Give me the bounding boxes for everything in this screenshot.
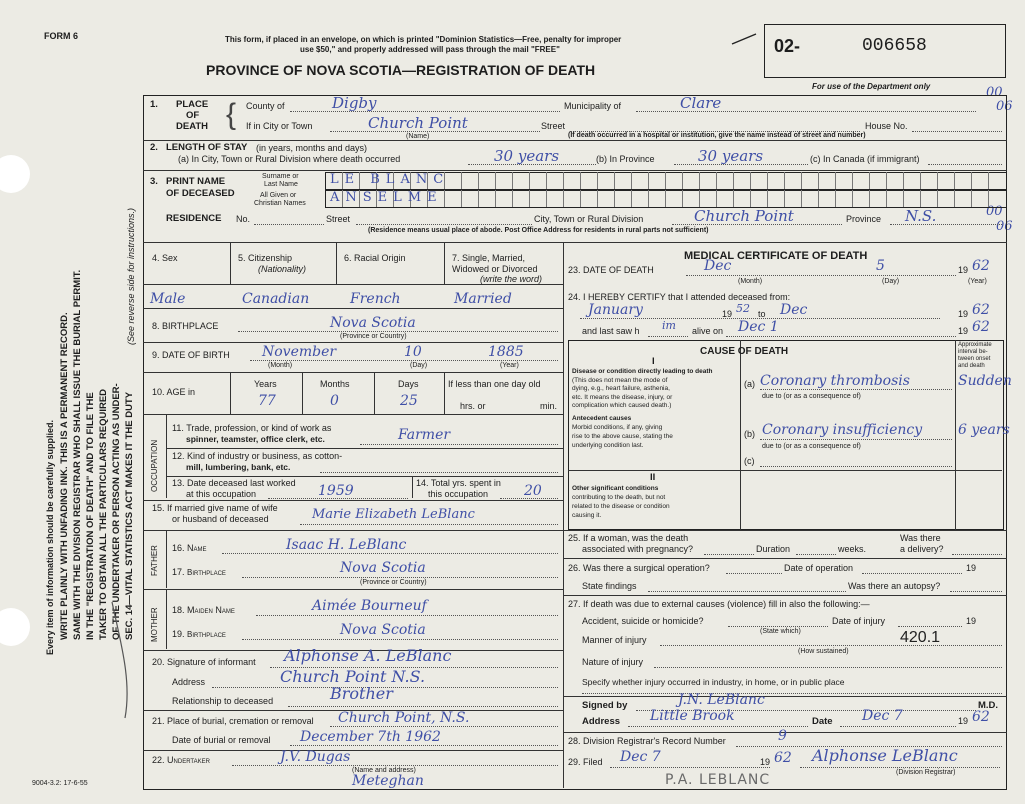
pencil-stroke [110,600,140,720]
cause-b-value: Coronary insufficiency [762,422,923,438]
letterbox-divider [818,172,819,189]
letterbox-divider [563,190,564,207]
undertaker-value: J.V. Dugas [280,749,351,765]
surname-value: LE BLANC [330,172,450,187]
letterbox-divider [835,190,836,207]
form-number: FORM 6 [44,31,79,41]
letterbox-divider [512,172,513,189]
mother-birthplace-value: Nova Scotia [340,622,426,638]
length-city-value: 30 years [494,147,560,165]
birthplace-label: BIRTHPLACE [162,321,219,331]
other-conditions-note: Other significant conditions contributing to the death, but not related to the disease or condition causing it. [572,485,670,519]
total-years-value: 20 [524,483,542,499]
letterbox-divider [988,190,989,207]
letterbox-divider [784,190,785,207]
letterbox-divider [716,190,717,207]
informant-address-value: Church Point N.S. [280,667,426,686]
age-months-value: 0 [330,393,339,409]
father-birthplace-value: Nova Scotia [340,560,426,576]
letterbox-divider [971,190,972,207]
letterbox-divider [869,190,870,207]
residence-city-value: Church Point [694,207,794,225]
form-title: PROVINCE OF NOVA SCOTIA—REGISTRATION OF DEATH [206,62,596,78]
letterbox-divider [580,172,581,189]
side-instructions: WRITE PLAINLY WITH UNFADING INK. THIS IS A PERMANENT RECORD. SAME WITH THE DIVISION REGISTRAR WHO SHALL ISSUE THE BURIAL PERMIT. IN THE "REGISTRATION OF DEATH" AND TO FILE THE TAKER TO OBTAIN ALL THE PARTICULARS REQUIRED OF THE UNDERTAKER OR PERSON ACTING AS UNDER- SEC. 14—VITAL STATISTICS ACT MAKES IT THE DUTY [59,269,135,640]
reg-number: 006658 [862,36,927,56]
letterbox-divider [478,190,479,207]
antecedent-note: Antecedent causes Morbid conditions, if any, giving rise to the above cause, stating the underlying condition last. [572,415,673,449]
letterbox-divider [971,172,972,189]
letterbox-divider [682,190,683,207]
letterbox-divider [597,190,598,207]
letterbox-divider [478,172,479,189]
filed-year-value: 62 [774,750,792,766]
city-town-value: Church Point [368,114,468,132]
letterbox-divider [512,190,513,207]
letterbox-divider [682,172,683,189]
letterbox-divider [563,172,564,189]
letterbox-divider [716,172,717,189]
letterbox-divider [954,172,955,189]
filed-date-value: Dec 7 [620,749,661,765]
residence-province-value: N.S. [905,207,937,225]
letterbox-divider [733,190,734,207]
injury-code-value: 420.1 [900,629,941,646]
letterbox-divider [444,190,445,207]
signed-address-value: Little Brook [650,708,735,724]
letterbox-divider [937,190,938,207]
letterbox-divider [597,172,598,189]
age-years-value: 77 [258,393,276,409]
interval-b-value: 6 years [958,422,1010,438]
letterbox-divider [767,190,768,207]
signed-date-value: Dec 7 [862,708,903,724]
letterbox-divider [631,172,632,189]
date-last-worked-value: 1959 [318,483,354,499]
letterbox-divider [546,190,547,207]
burial-place-value: Church Point, N.S. [338,710,470,726]
letterbox-divider [699,172,700,189]
death-day-value: 5 [876,258,885,274]
dept-use-label: For use of the Department only [812,82,931,91]
letterbox-divider [750,172,751,189]
cause-a-value: Coronary thrombosis [760,373,910,389]
mother-maiden-value: Aimée Bourneuf [312,598,427,614]
last-saw-value: im [662,319,676,332]
informant-value: Alphonse A. LeBlanc [284,646,452,665]
letterbox-divider [614,190,615,207]
letterbox-divider [784,172,785,189]
letterbox-divider [648,172,649,189]
punch-hole-top [0,155,30,193]
letterbox-divider [495,172,496,189]
signed-by-value: J.N. LeBlanc [678,692,765,708]
birthplace-value: Nova Scotia [330,315,416,331]
citizenship-value: Canadian [242,291,310,307]
letterbox-divider [546,172,547,189]
dob-month-value: November [262,344,337,360]
relationship-value: Brother [330,684,393,703]
given-names-value: ANSELME [330,190,443,205]
record-number-value: 9 [778,728,787,744]
interval-heading: Approximate interval be- tween onset and death [958,342,992,369]
disease-note: Disease or condition directly leading to death (This does not mean the mode of dying, e.g., heart failure, asthenia, etc. It means the disease, injury, or complication which caused death.) [572,368,713,409]
attended-from-value: January [588,302,643,318]
alive-on-year: 62 [972,319,990,335]
letterbox-divider [852,172,853,189]
letterbox-divider [461,190,462,207]
attended-from-year: 52 [736,302,750,315]
trade-value: Farmer [398,427,451,443]
dept-code-1: 00 [986,85,1003,100]
death-month-value: Dec [704,258,732,274]
length-of-stay-label: LENGTH OF STAY [166,142,248,153]
undertaker-address-value: Meteghan [352,773,424,789]
letterbox-divider [920,172,921,189]
attended-to-year: 62 [972,302,990,318]
letterbox-divider [665,190,666,207]
death-year-value: 62 [972,258,990,274]
municipality-value: Clare [680,94,722,112]
envelope-note-2: use $50," and properly addressed will pass through the mail "FREE" [300,45,560,54]
letterbox-divider [767,172,768,189]
dob-day-value: 10 [404,344,422,360]
letterbox-divider [750,190,751,207]
letterbox-divider [580,190,581,207]
letterbox-divider [801,190,802,207]
spouse-value: Marie Elizabeth LeBlanc [312,507,475,522]
date-of-birth-label: DATE OF BIRTH [162,350,230,360]
occupation-label: OCCUPATION [150,439,159,492]
side-note-every-item: Every item of information should be carefully supplied. [45,419,55,655]
envelope-note-1: This form, if placed in an envelope, on which is printed "Dominion Statistics—Free, penalty for improper [225,35,622,44]
letterbox-divider [818,190,819,207]
marital-value: Married [454,291,512,307]
interval-a-value: Sudden [958,373,1012,389]
letterbox-divider [903,190,904,207]
place-label: PLACE [176,99,209,110]
citizenship-label: Citizenship [248,253,293,263]
print-code: 9004-3.2: 17-6-55 [32,780,88,787]
age-days-value: 25 [400,393,418,409]
letterbox-divider [614,172,615,189]
date-of-death-label: DATE OF DEATH [583,265,654,275]
letterbox-divider [869,172,870,189]
letterbox-divider [495,190,496,207]
letterbox-divider [733,172,734,189]
side-see-reverse: (See reverse side for instructions.) [126,207,136,345]
letterbox-divider [648,190,649,207]
letterbox-divider [937,172,938,189]
letterbox-divider [920,190,921,207]
letterbox-divider [886,190,887,207]
sex-value: Male [150,291,186,307]
age-label: AGE in [166,387,196,397]
sex-label: Sex [162,253,178,263]
pen-tick [730,30,760,50]
cause-of-death-title: CAUSE OF DEATH [700,346,789,357]
dob-year-value: 1885 [488,344,524,360]
mother-label: MOTHER [150,607,159,642]
letterbox-divider [529,190,530,207]
dept-code-4: 06 [996,219,1013,234]
letterbox-divider [699,190,700,207]
reg-prefix: 02- [774,36,801,56]
alive-on-value: Dec 1 [738,319,779,335]
letterbox-divider [631,190,632,207]
print-name-label: PRINT NAME [166,176,226,187]
racial-origin-value: French [350,291,401,307]
residence-label: RESIDENCE [166,213,222,224]
racial-origin-label: Racial Origin [354,253,406,263]
county-value: Digby [332,94,377,112]
letterbox-divider [801,172,802,189]
attended-to-value: Dec [780,302,808,318]
father-name-value: Isaac H. LeBlanc [286,537,407,553]
burial-date-value: December 7th 1962 [300,729,441,745]
letterbox-divider [835,172,836,189]
letterbox-divider [529,172,530,189]
letterbox-divider [903,172,904,189]
letterbox-divider [852,190,853,207]
pencil-note: P.A. LEBLANC [665,772,771,788]
medical-certificate-title: MEDICAL CERTIFICATE OF DEATH [684,250,868,262]
signed-year-value: 62 [972,709,990,725]
letterbox-divider [461,172,462,189]
dept-code-3: 00 [986,204,1003,219]
father-label: FATHER [150,545,159,576]
registrar-signature: Alphonse LeBlanc [812,746,958,765]
letterbox-divider [886,172,887,189]
length-province-value: 30 years [698,147,764,165]
letterbox-divider [988,172,989,189]
letterbox-divider [665,172,666,189]
punch-hole-bottom [0,608,30,646]
letterbox-divider [954,190,955,207]
dept-code-2: 06 [996,99,1013,114]
